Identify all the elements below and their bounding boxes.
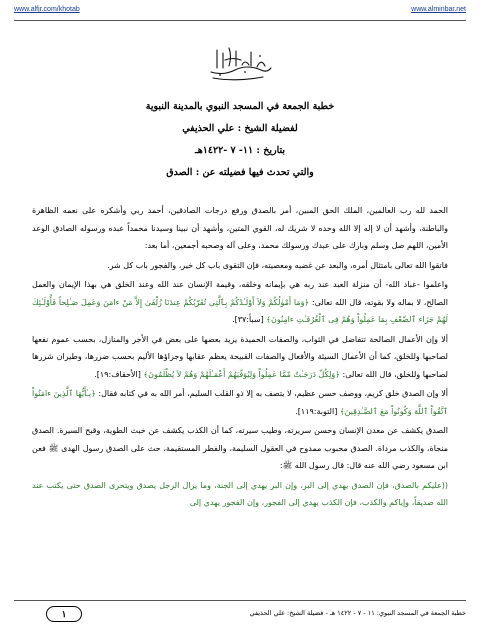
paragraph-deeds (32, 331, 448, 384)
paragraph-truthfulness (32, 385, 448, 420)
alminbar-link[interactable]: www.alminbar.net (411, 6, 466, 13)
paragraph-opening: الحمد لله رب العالمين، الملك الحق المبين، أمر بالصدق ورفع درجات الصادقين، أحمد ربي وأشكره على نعمه الظاهرة والباطنة، وأشهد أن لا إله إلا الله وحده لا شريك له، القوي المتين، وأشهد أن نبينا وسيدنا محمداً عبده ورسوله الصادق الوعد الأمين، اللهم صل وسلم وبارك على عبدك ورسولك محمد، وعلى آله وصحبه أجمعين، أما بعد: (32, 206, 448, 250)
sermon-date: بتاريخ : ١١- ٧ -١٤٢٢هـ (195, 145, 285, 156)
page-footer (14, 600, 466, 627)
sermon-topic: والتي تحدث فيها فضيلته عن : الصدق (166, 167, 314, 178)
sermon-body (32, 202, 448, 587)
header-links (14, 4, 466, 18)
quran-verse: ﴿يـٰأَيُّهَا ٱلَّذِينَ ءامَنُواْ ٱتَّقُواْ ٱللَّهَ وَكُونُواْ مَعَ ٱلصَّـٰدِقِينَ﴾ (32, 389, 448, 416)
quran-verse: ﴿وَلِكُلّ دَرَجَـٰتٌ مّمَّا عَمِلُواْ وَلِيُوَفّيَهُمْ أَعْمَـٰلَهُمْ وَهُمْ لاَ يُظْلَمُونَ﴾ (143, 369, 340, 379)
sermon-title-block (20, 96, 460, 184)
verse-reference: [التوبة:١١٩]. (295, 406, 338, 416)
hadith-quote: ((عليكم بالصدق، فإن الصدق يهدي إلى البر، وإن البر يهدي إلى الجنة، وما يزال الرجل يصدق ويتحرى الصدق حتى يكتب عند الله صديقاً، وإياكم والكذب، فإن الكذب يهدي إلى الفجور، وإن الفجور يهدي إلى (32, 480, 448, 507)
alfjr-link[interactable]: www.alfjr.com/khotab (14, 6, 80, 13)
paragraph-text: واعلموا -عباد الله- أن منزلة العبد عند ربه هي بإيمانه وخلقه، وقيمة الإنسان عند الله وعند الخلق هي بهذا الإيمان والعمل الصالح، لا بماله ولا بقوته، قال الله تعالى: (32, 280, 448, 307)
paragraph-text: ألا وإن الأعمال الصالحة تتفاضل في الثواب، والصفات الحميدة يزيد بعضها على بعض في الأجر والمنازل، بحسب عموم نفعها لصاحبها وللخلق، كما أن الأعمال السيئة والأفعال والصفات القبيحة يعظم عقابها وجزاؤها الأليم بحسب ضررها، وطيران شررها لصاحبها وللخلق، قال الله تعالى: (32, 334, 448, 379)
header-divider (14, 20, 466, 21)
quran-verse: ﴿وَمَا أَمْوٰلُكُمْ وَلاَ أَوْلَـٰدُكُمْ بِٱلَّتِى تُقَرّبُكُمْ عِندَنَا زُلْفَىٰ إِلاَّ مَنْ ءامَنَ وَعَمِلَ صَـٰلِحاً فَأُوْلَـٰئِكَ لَهُمْ جَزَاء ٱلضّعْفِ بِمَا عَمِلُواْ وَهُمْ فِى ٱلْغُرُفَـٰتِ ءامِنُونَ﴾ (32, 297, 448, 324)
verse-reference: [الأحقاف:١٩]. (94, 369, 141, 379)
paragraph-taqwa: فاتقوا الله تعالى بامتثال أمره، والبعد عن غضبه ومعصيته، فإن التقوى باب كل خير، والفجور باب كل شر. (107, 260, 448, 270)
paragraph-honesty: الصدق يكشف عن معدن الإنسان وحسن سريرته، وطيب سيرته، كما أن الكذب يكشف عن خبث الطوية، وقبح السيرة. الصدق منجاة، والكذب مرداة. الصدق محبوب ممدوح في العقول السليمة، والفطر المستقيمة، حث على الصدق رسول الهدى ﷺ فعن ابن مسعود رضي الله عنه قال: قال رسول الله ﷺ: (32, 426, 448, 470)
basmala-calligraphy-icon (205, 42, 275, 82)
sermon-preacher: لفضيلة الشيخ : علي الحذيفي (182, 123, 298, 134)
footer-caption: خطبة الجمعة في المسجد النبوي: ١١ - ٧ - ١٤٢٢ هـ - فضيلة الشيخ: علي الحذيفي (249, 609, 466, 617)
paragraph-status (32, 276, 448, 329)
sermon-title: خطبة الجمعة في المسجد النبوي بالمدينة النبوية (145, 101, 335, 112)
paragraph-text: ألا وإن الصدق خلق كريم، ووصف حسن عظيم، لا يتصف به إلا ذو القلب السليم، أمر الله به في كتابه فقال: (98, 389, 448, 398)
page-number: ١ (46, 606, 82, 622)
verse-reference: [سبأ:٣٧]. (232, 315, 264, 324)
